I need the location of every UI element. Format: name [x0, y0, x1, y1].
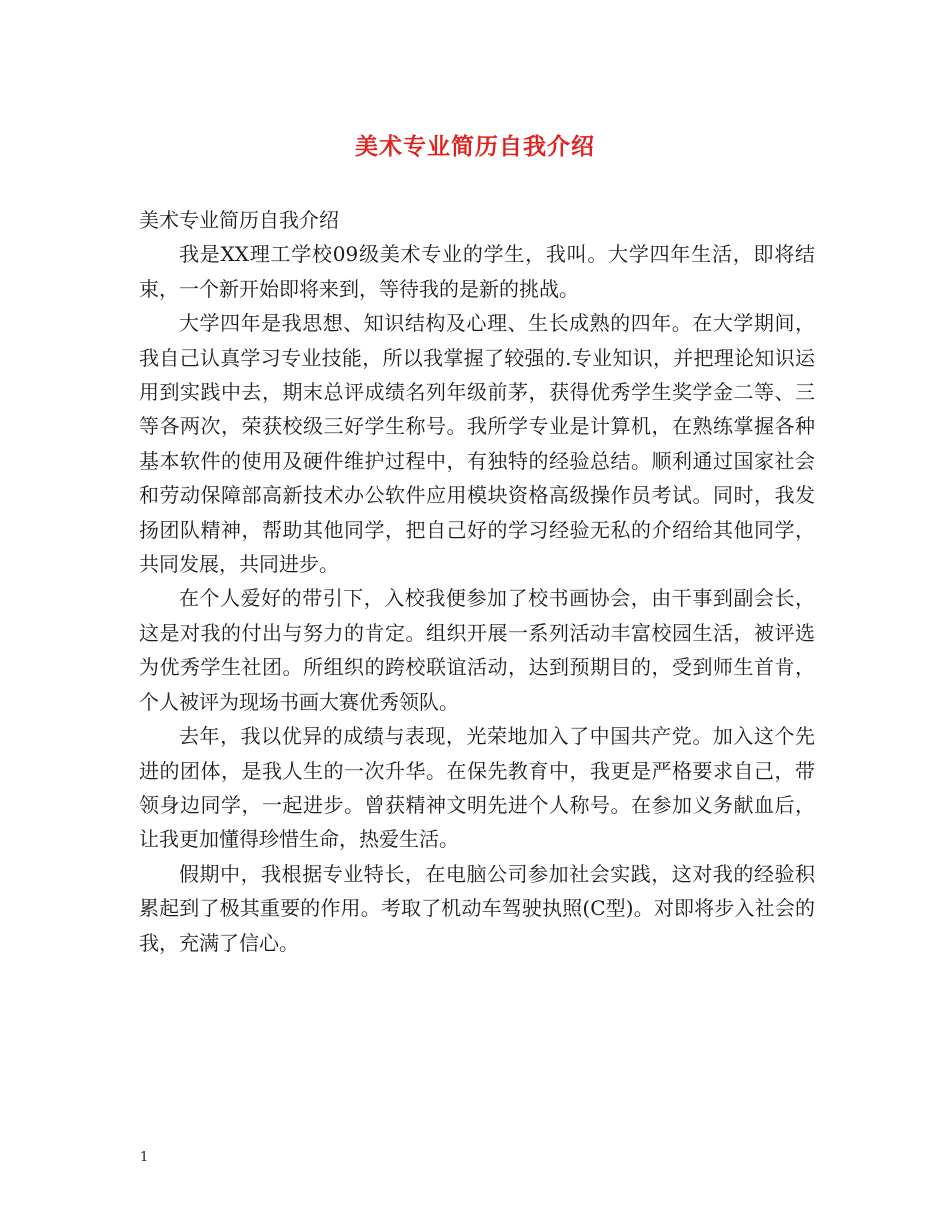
- document-body: [139, 203, 815, 960]
- document-subtitle: 美术专业简历自我介绍: [139, 208, 339, 232]
- document-title: 美术专业简历自我介绍: [355, 133, 595, 160]
- paragraph-1: 我是XX理工学校09级美术专业的学生，我叫。大学四年生活，即将结束，一个新开始即将来到，等待我的是新的挑战。: [139, 242, 815, 301]
- paragraph-2: 大学四年是我思想、知识结构及心理、生长成熟的四年。在大学期间，我自己认真学习专业技能，所以我掌握了较强的.专业知识，并把理论知识运用到实践中去，期末总评成绩名列年级前茅，获得优秀学生奖学金二等、三等各两次，荣获校级三好学生称号。我所学专业是计算机，在熟练掌握各种基本软件的使用及硬件维护过程中，有独特的经验总结。顺利通过国家社会和劳动保障部高新技术办公软件应用模块资格高级操作员考试。同时，我发扬团队精神，帮助其他同学，把自己好的学习经验无私的介绍给其他同学，共同发展，共同进步。: [139, 311, 815, 577]
- page-number: 1: [140, 1150, 149, 1165]
- paragraph-5: 假期中，我根据专业特长，在电脑公司参加社会实践，这对我的经验积累起到了极其重要的作用。考取了机动车驾驶执照(C型)。对即将步入社会的我，充满了信心。: [139, 861, 815, 955]
- paragraph-4: 去年，我以优异的成绩与表现，光荣地加入了中国共产党。加入这个先进的团体，是我人生的一次升华。在保先教育中，我更是严格要求自己，带领身边同学，一起进步。曾获精神文明先进个人称号。在参加义务献血后，让我更加懂得珍惜生命，热爱生活。: [139, 724, 815, 852]
- paragraph-3: 在个人爱好的带引下，入校我便参加了校书画协会，由干事到副会长，这是对我的付出与努力的肯定。组织开展一系列活动丰富校园生活，被评选为优秀学生社团。所组织的跨校联谊活动，达到预期目的，受到师生首肯，个人被评为现场书画大赛优秀领队。: [139, 586, 815, 714]
